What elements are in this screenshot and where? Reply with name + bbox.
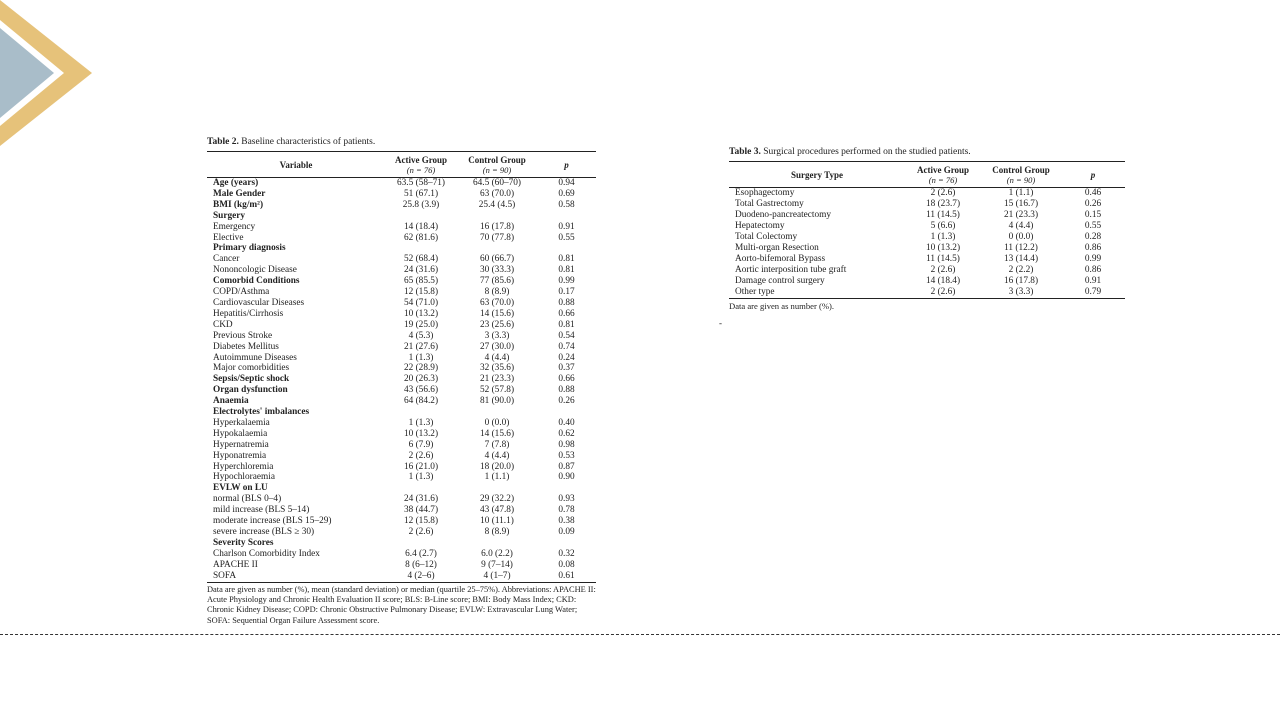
row-active-value: 4 (2–6) — [407, 570, 435, 581]
row-control-value: 43 (47.8) — [479, 505, 515, 516]
row-control-value: 6.0 (2.2) — [481, 548, 513, 559]
row-control-value: 14 (15.6) — [479, 308, 515, 319]
table-2-caption-text: Baseline characteristics of patients. — [238, 137, 376, 147]
col-header-p — [537, 152, 596, 178]
row-control-value: 4 (4.4) — [484, 352, 510, 363]
row-variable: severe increase (BLS ≥ 30) — [213, 527, 315, 537]
row-variable: Multi-organ Resection — [735, 243, 819, 253]
row-active-value — [385, 538, 457, 549]
row-p-value: 0.17 — [558, 287, 575, 298]
row-control-value: 25.4 (4.5) — [478, 199, 516, 210]
table-row — [207, 298, 596, 309]
table-row — [207, 309, 596, 320]
row-p-value: 0.81 — [558, 254, 575, 265]
table-row — [729, 287, 1125, 299]
row-p-value: 0.08 — [558, 559, 575, 570]
row-control-value: 27 (30.0) — [479, 341, 515, 352]
table-row — [207, 353, 596, 364]
table-row — [207, 483, 596, 494]
row-active-value: 12 (15.8) — [403, 516, 439, 527]
row-p-value: 0.55 — [558, 232, 575, 243]
row-control-value: 0 (0.0) — [1008, 232, 1034, 242]
table-row — [729, 243, 1125, 254]
table-row — [207, 233, 596, 244]
table-3 — [729, 146, 1125, 311]
row-variable: moderate increase (BLS 15–29) — [213, 516, 332, 527]
row-active-value — [385, 483, 457, 494]
row-p-value: 0.58 — [558, 199, 575, 210]
row-control-value: 4 (4.4) — [484, 450, 510, 461]
row-p-value: 0.46 — [1084, 188, 1102, 198]
row-p-value: 0.90 — [558, 472, 575, 483]
table-2-body — [207, 178, 596, 583]
row-p-value — [537, 538, 596, 549]
row-variable: Aortic interposition tube graft — [735, 265, 847, 275]
row-variable: Sepsis/Septic shock — [213, 374, 290, 385]
row-active-value: 1 (1.3) — [408, 417, 434, 428]
table-3-body — [729, 188, 1125, 299]
row-variable: Severity Scores — [213, 537, 274, 548]
row-active-value: 12 (15.8) — [403, 287, 439, 298]
row-control-value: 30 (33.3) — [479, 265, 515, 276]
table-row — [207, 287, 596, 298]
control-n: (n = 90) — [1006, 175, 1036, 185]
row-active-value: 10 (13.2) — [925, 243, 961, 253]
row-p-value — [537, 243, 596, 254]
row-control-value: 1 (1.1) — [484, 472, 510, 483]
table-row — [207, 254, 596, 265]
table-2-caption-label: Table 2. — [207, 137, 239, 147]
row-control-value: 3 (3.3) — [484, 330, 510, 341]
col-header-active — [385, 152, 457, 178]
row-variable: Duodeno-pancreatectomy — [735, 210, 832, 220]
table-row — [207, 211, 596, 222]
row-p-value: 0.24 — [558, 352, 575, 363]
row-variable: CKD — [213, 319, 233, 330]
row-active-value: 10 (13.2) — [403, 428, 439, 439]
table-row — [207, 538, 596, 549]
table-3-caption-label: Table 3. — [729, 147, 761, 157]
p-label: p — [1090, 170, 1096, 180]
table-3-caption — [729, 146, 1125, 158]
col-header-active — [905, 162, 981, 188]
row-variable: BMI (kg/m²) — [213, 199, 264, 210]
surgical-procedures-table — [729, 161, 1125, 299]
table-row — [207, 571, 596, 582]
control-label: Control Group — [468, 155, 526, 165]
table-row — [729, 199, 1125, 210]
row-control-value: 8 (8.9) — [484, 287, 510, 298]
row-variable: Charlson Comorbidity Index — [213, 548, 320, 559]
row-control-value: 10 (11.1) — [480, 516, 514, 527]
row-active-value: 14 (18.4) — [403, 221, 439, 232]
table-row — [207, 222, 596, 233]
row-active-value: 2 (2.6) — [408, 450, 434, 461]
row-p-value: 0.81 — [558, 265, 575, 276]
row-control-value: 21 (23.3) — [1003, 210, 1039, 220]
row-p-value: 0.99 — [1084, 254, 1102, 264]
table-row — [207, 178, 596, 189]
row-control-value: 63 (70.0) — [479, 297, 515, 308]
row-variable: Age (years) — [213, 178, 259, 188]
row-variable: COPD/Asthma — [213, 287, 270, 298]
row-variable: Nononcologic Disease — [213, 265, 297, 276]
row-variable: Hyperchloremia — [213, 461, 274, 472]
row-active-value: 5 (6.6) — [930, 221, 956, 231]
row-variable: Diabetes Mellitus — [213, 341, 279, 352]
table-row — [207, 472, 596, 483]
row-active-value: 24 (31.6) — [403, 494, 439, 505]
row-variable: Hyponatremia — [213, 450, 267, 461]
baseline-characteristics-table — [207, 151, 596, 583]
row-active-value — [385, 211, 457, 222]
table-row — [207, 385, 596, 396]
row-active-value: 62 (81.6) — [403, 232, 439, 243]
row-control-value — [457, 211, 537, 222]
row-control-value: 29 (32.2) — [479, 494, 515, 505]
row-active-value: 2 (2.6) — [408, 527, 434, 537]
table-row — [729, 188, 1125, 200]
row-p-value: 0.81 — [558, 319, 575, 330]
row-variable: Emergency — [213, 221, 256, 232]
row-p-value — [537, 407, 596, 418]
row-active-value: 4 (5.3) — [408, 330, 434, 341]
row-p-value: 0.91 — [558, 221, 575, 232]
row-active-value: 6.4 (2.7) — [405, 548, 437, 559]
row-p-value: 0.79 — [1084, 287, 1102, 297]
row-active-value: 65 (85.5) — [403, 276, 439, 287]
row-variable: Hypochloraemia — [213, 472, 275, 483]
row-control-value: 16 (17.8) — [479, 221, 515, 232]
row-variable: Previous Stroke — [213, 330, 273, 341]
table-row — [729, 232, 1125, 243]
row-control-value: 0 (0.0) — [484, 417, 510, 428]
row-variable: Comorbid Conditions — [213, 276, 300, 287]
row-p-value: 0.26 — [1084, 199, 1102, 209]
row-control-value: 32 (35.6) — [479, 363, 515, 374]
col-header-control — [457, 152, 537, 178]
row-p-value: 0.91 — [1084, 276, 1102, 286]
row-p-value: 0.15 — [1084, 210, 1102, 220]
active-label: Active Group — [916, 165, 970, 175]
row-p-value: 0.88 — [558, 297, 575, 308]
row-variable: Esophagectomy — [735, 188, 795, 198]
dashed-divider — [0, 634, 1280, 635]
row-active-value: 54 (71.0) — [403, 297, 439, 308]
arrow-decoration-icon — [0, 0, 100, 150]
row-p-value — [537, 211, 596, 222]
col-header-variable: Variable — [279, 160, 313, 170]
row-active-value: 38 (44.7) — [403, 505, 439, 516]
table-row — [207, 462, 596, 473]
row-p-value: 0.55 — [1084, 221, 1102, 231]
table-row — [207, 560, 596, 571]
row-p-value: 0.38 — [558, 516, 575, 527]
row-control-value — [457, 538, 537, 549]
row-control-value: 1 (1.1) — [1008, 188, 1034, 198]
row-variable: Cancer — [213, 254, 240, 265]
row-active-value: 1 (1.3) — [930, 232, 956, 242]
row-control-value: 2 (2.2) — [1008, 265, 1034, 275]
row-control-value: 16 (17.8) — [1003, 276, 1039, 286]
row-active-value: 21 (27.6) — [403, 341, 439, 352]
row-control-value: 52 (57.8) — [479, 385, 515, 396]
row-p-value: 0.40 — [558, 417, 575, 428]
col-header-control — [981, 162, 1061, 188]
row-variable: Aorto-bifemoral Bypass — [735, 254, 826, 264]
row-active-value: 2 (2.6) — [930, 287, 956, 297]
row-variable: mild increase (BLS 5–14) — [213, 505, 310, 516]
row-active-value: 11 (14.5) — [926, 254, 960, 264]
row-active-value: 19 (25.0) — [403, 319, 439, 330]
stray-mark: - — [719, 318, 722, 328]
row-p-value: 0.37 — [558, 363, 575, 374]
row-variable: Damage control surgery — [735, 276, 825, 286]
table-2-note: Data are given as number (%), mean (standard deviation) or median (quartile 25–75%). Abbreviations: APACHE II: Acute Physiology and Chronic Health Evaluation II score; BLS: B-Line score; BMI: Body Mass Index; CKD: Chronic Kidney Disease; COPD: Chronic Obstructive Pulmonary Disease; EVLW: Extravascular Lung Water; SOFA: Sequential Organ Failure Assessment score. — [207, 584, 596, 625]
row-active-value: 51 (67.1) — [403, 188, 439, 199]
table-row — [207, 276, 596, 287]
table-row — [207, 440, 596, 451]
table-row — [207, 494, 596, 505]
row-variable: Cardiovascular Diseases — [213, 297, 305, 308]
row-control-value: 77 (85.6) — [479, 276, 515, 287]
table-3-note: Data are given as number (%). — [729, 301, 834, 311]
table-row — [207, 407, 596, 418]
p-label: p — [564, 160, 569, 170]
row-p-value: 0.54 — [558, 330, 575, 341]
row-p-value: 0.98 — [558, 439, 575, 450]
row-control-value: 4 (1–7) — [483, 570, 511, 581]
row-control-value: 8 (8.9) — [484, 527, 510, 537]
table-row — [207, 374, 596, 385]
table-row — [729, 254, 1125, 265]
row-active-value: 1 (1.3) — [408, 472, 434, 483]
row-control-value: 81 (90.0) — [479, 396, 515, 407]
table-row — [207, 549, 596, 560]
table-row — [729, 265, 1125, 276]
row-control-value: 3 (3.3) — [1008, 287, 1034, 297]
row-control-value: 64.5 (60–70) — [472, 178, 522, 188]
table-row — [207, 200, 596, 211]
row-p-value: 0.87 — [558, 461, 575, 472]
control-n: (n = 90) — [482, 165, 512, 175]
row-control-value: 63 (70.0) — [479, 188, 515, 199]
col-header-surgery-type: Surgery Type — [791, 170, 843, 180]
row-p-value: 0.62 — [558, 428, 575, 439]
row-p-value — [537, 483, 596, 494]
row-control-value — [457, 483, 537, 494]
table-row — [207, 516, 596, 527]
row-active-value: 2 (2.6) — [930, 265, 956, 275]
control-label: Control Group — [992, 165, 1050, 175]
row-p-value: 0.94 — [558, 178, 575, 188]
row-active-value: 2 (2.6) — [930, 188, 956, 198]
row-variable: Hypernatremia — [213, 439, 269, 450]
row-p-value: 0.74 — [558, 341, 575, 352]
row-variable: normal (BLS 0–4) — [213, 494, 282, 505]
row-variable: Hepatitis/Cirrhosis — [213, 308, 284, 319]
row-variable: Hyperkalaemia — [213, 417, 270, 428]
row-control-value: 7 (7.8) — [484, 439, 510, 450]
table-row — [729, 276, 1125, 287]
row-active-value: 8 (6–12) — [405, 559, 437, 570]
table-row — [207, 505, 596, 516]
row-active-value: 18 (23.7) — [925, 199, 961, 209]
row-variable: Male Gender — [213, 188, 266, 199]
row-control-value — [457, 407, 537, 418]
row-active-value: 16 (21.0) — [403, 461, 439, 472]
row-control-value: 18 (20.0) — [479, 461, 515, 472]
row-variable: Electrolytes' imbalances — [213, 407, 310, 418]
row-control-value — [457, 243, 537, 254]
row-control-value: 14 (15.6) — [479, 428, 515, 439]
table-header-row — [729, 162, 1125, 188]
table-row — [729, 221, 1125, 232]
row-p-value: 0.28 — [1084, 232, 1102, 242]
row-p-value: 0.26 — [558, 396, 575, 407]
row-active-value — [385, 243, 457, 254]
row-variable: Hepatectomy — [735, 221, 785, 231]
row-control-value: 11 (12.2) — [1004, 243, 1038, 253]
row-variable: Anaemia — [213, 396, 249, 407]
row-p-value: 0.93 — [558, 494, 575, 505]
table-row — [207, 396, 596, 407]
table-row — [207, 418, 596, 429]
row-control-value: 4 (4.4) — [1008, 221, 1034, 231]
row-p-value: 0.86 — [1084, 265, 1102, 275]
table-row — [207, 331, 596, 342]
row-variable: Surgery — [213, 210, 246, 221]
row-variable: Total Colectomy — [735, 232, 798, 242]
table-row — [207, 243, 596, 254]
row-variable: APACHE II — [213, 559, 258, 570]
table-row — [207, 527, 596, 538]
row-p-value: 0.69 — [558, 188, 575, 199]
active-n: (n = 76) — [406, 165, 436, 175]
row-control-value: 9 (7–14) — [481, 559, 513, 570]
row-variable: Organ dysfunction — [213, 385, 288, 396]
row-variable: EVLW on LU — [213, 483, 268, 494]
row-control-value: 70 (77.8) — [479, 232, 515, 243]
table-row — [729, 210, 1125, 221]
row-variable: Total Gastrectomy — [735, 199, 804, 209]
row-variable: Autoimmune Diseases — [213, 352, 297, 363]
row-variable: Hypokalaemia — [213, 428, 268, 439]
table-row — [207, 320, 596, 331]
row-active-value: 43 (56.6) — [403, 385, 439, 396]
row-control-value: 23 (25.6) — [479, 319, 515, 330]
row-active-value: 64 (84.2) — [403, 396, 439, 407]
row-variable: SOFA — [213, 570, 237, 581]
row-p-value: 0.53 — [558, 450, 575, 461]
row-active-value — [385, 407, 457, 418]
row-variable: Primary diagnosis — [213, 243, 286, 254]
row-p-value: 0.66 — [558, 374, 575, 385]
col-header-p — [1061, 162, 1125, 188]
table-row — [207, 189, 596, 200]
table-header-row — [207, 152, 596, 178]
row-control-value: 13 (14.4) — [1003, 254, 1039, 264]
row-variable: Elective — [213, 232, 244, 243]
table-2 — [207, 136, 596, 626]
row-p-value: 0.32 — [558, 548, 575, 559]
row-variable: Major comorbidities — [213, 363, 290, 374]
table-row — [207, 429, 596, 440]
table-row — [207, 265, 596, 276]
row-active-value: 1 (1.3) — [408, 352, 434, 363]
row-active-value: 63.5 (58–71) — [396, 178, 446, 188]
table-row — [207, 451, 596, 462]
row-active-value: 6 (7.9) — [408, 439, 434, 450]
row-p-value: 0.78 — [558, 505, 575, 516]
table-row — [207, 342, 596, 353]
row-control-value: 15 (16.7) — [1003, 199, 1039, 209]
row-active-value: 52 (68.4) — [403, 254, 439, 265]
row-active-value: 11 (14.5) — [926, 210, 960, 220]
active-n: (n = 76) — [928, 175, 958, 185]
active-label: Active Group — [394, 155, 448, 165]
row-active-value: 10 (13.2) — [403, 308, 439, 319]
row-p-value: 0.86 — [1084, 243, 1102, 253]
row-control-value: 21 (23.3) — [479, 374, 515, 385]
row-active-value: 24 (31.6) — [403, 265, 439, 276]
row-active-value: 22 (28.9) — [403, 363, 439, 374]
row-active-value: 20 (26.3) — [403, 374, 439, 385]
row-p-value: 0.61 — [558, 570, 575, 581]
row-p-value: 0.66 — [558, 308, 575, 319]
table-2-caption — [207, 136, 596, 148]
row-control-value: 60 (66.7) — [479, 254, 515, 265]
table-row — [207, 363, 596, 374]
row-variable: Other type — [735, 287, 775, 297]
row-p-value: 0.88 — [558, 385, 575, 396]
table-3-caption-text: Surgical procedures performed on the studied patients. — [760, 147, 971, 157]
row-p-value: 0.99 — [558, 276, 575, 287]
row-active-value: 14 (18.4) — [925, 276, 961, 286]
row-active-value: 25.8 (3.9) — [402, 199, 440, 210]
row-p-value: 0.09 — [558, 527, 575, 537]
